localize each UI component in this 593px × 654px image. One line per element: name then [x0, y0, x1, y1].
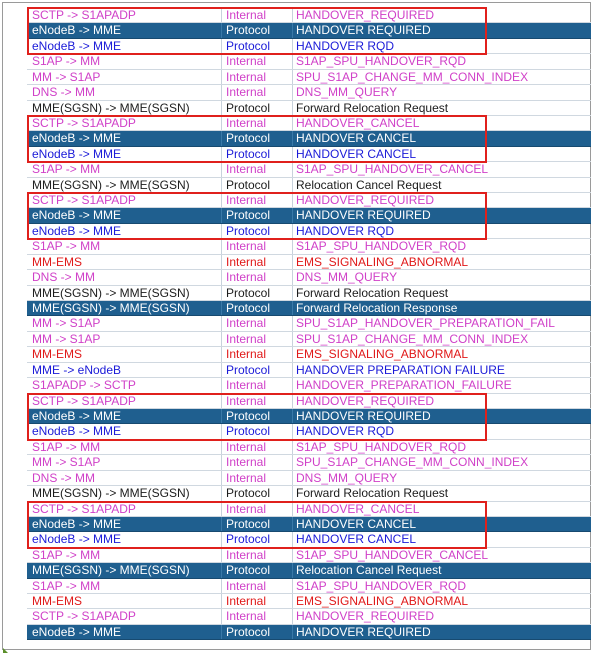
message-type-cell: Internal: [226, 162, 267, 177]
table-row[interactable]: [27, 23, 591, 38]
message-type-cell: Internal: [226, 439, 267, 454]
message-name-cell: HANDOVER CANCEL: [296, 532, 417, 547]
message-name-cell: HANDOVER CANCEL: [296, 131, 417, 146]
source-dest-cell: S1AP -> MM: [32, 162, 101, 177]
column-divider: [292, 239, 293, 253]
table-row[interactable]: [27, 532, 591, 547]
column-divider: [221, 532, 222, 546]
message-name-cell: S1AP_SPU_HANDOVER_RQD: [296, 578, 467, 593]
table-row[interactable]: [27, 193, 591, 208]
source-dest-cell: SCTP -> S1APADP: [32, 609, 136, 624]
column-divider: [292, 347, 293, 361]
column-divider: [221, 579, 222, 593]
column-divider: [292, 39, 293, 53]
table-row[interactable]: [27, 517, 591, 532]
column-divider: [292, 625, 293, 639]
message-name-cell: SPU_S1AP_CHANGE_MM_CONN_INDEX: [296, 331, 529, 346]
column-divider: [292, 548, 293, 562]
column-divider: [292, 455, 293, 469]
message-name-cell: Relocation Cancel Request: [296, 563, 442, 578]
message-type-cell: Protocol: [226, 208, 271, 223]
table-row[interactable]: [27, 579, 591, 594]
source-dest-cell: MM -> S1AP: [32, 69, 101, 84]
source-dest-cell: DNS -> MM: [32, 270, 95, 285]
source-dest-cell: SCTP -> S1APADP: [32, 8, 136, 22]
message-type-cell: Protocol: [226, 223, 271, 238]
resize-grip-icon[interactable]: [3, 648, 8, 653]
column-divider: [221, 609, 222, 623]
column-divider: [292, 101, 293, 115]
table-row[interactable]: [27, 378, 591, 393]
message-name-cell: S1AP_SPU_HANDOVER_CANCEL: [296, 162, 489, 177]
source-dest-cell: MME(SGSN) -> MME(SGSN): [32, 563, 190, 578]
message-name-cell: HANDOVER_REQUIRED: [296, 609, 435, 624]
source-dest-cell: eNodeB -> MME: [32, 208, 122, 223]
message-type-cell: Protocol: [226, 486, 271, 501]
table-row[interactable]: [27, 347, 591, 362]
source-dest-cell: eNodeB -> MME: [32, 516, 122, 531]
message-name-cell: Forward Relocation Request: [296, 486, 449, 501]
column-divider: [221, 162, 222, 176]
column-divider: [292, 363, 293, 377]
message-name-cell: Forward Relocation Request: [296, 285, 449, 300]
table-row[interactable]: [27, 286, 591, 301]
column-divider: [292, 70, 293, 84]
message-type-cell: Internal: [226, 316, 267, 331]
source-dest-cell: S1AP -> MM: [32, 578, 101, 593]
source-dest-cell: eNodeB -> MME: [32, 146, 122, 161]
table-row[interactable]: [27, 8, 591, 23]
table-row[interactable]: [27, 332, 591, 347]
message-type-cell: Protocol: [226, 408, 271, 423]
source-dest-cell: MM -> S1AP: [32, 455, 101, 470]
source-dest-cell: S1AP -> MM: [32, 547, 101, 562]
column-divider: [221, 131, 222, 145]
message-name-cell: HANDOVER_PREPARATION_FAILURE: [296, 378, 512, 393]
table-row[interactable]: [27, 301, 591, 316]
source-dest-cell: eNodeB -> MME: [32, 23, 122, 38]
source-dest-cell: MME(SGSN) -> MME(SGSN): [32, 301, 190, 316]
message-type-cell: Internal: [226, 115, 267, 130]
table-row[interactable]: [27, 39, 591, 54]
table-row[interactable]: [27, 101, 591, 116]
column-divider: [292, 332, 293, 346]
column-divider: [292, 54, 293, 68]
message-type-cell: Internal: [226, 8, 267, 22]
column-divider: [221, 363, 222, 377]
message-name-cell: HANDOVER REQUIRED: [296, 208, 431, 223]
message-name-cell: HANDOVER_REQUIRED: [296, 393, 435, 408]
message-type-cell: Protocol: [226, 38, 271, 53]
message-name-cell: HANDOVER PREPARATION FAILURE: [296, 362, 505, 377]
column-divider: [221, 486, 222, 500]
message-type-cell: Protocol: [226, 131, 271, 146]
table-row[interactable]: [27, 471, 591, 486]
table-row[interactable]: [27, 625, 591, 640]
message-type-cell: Protocol: [226, 362, 271, 377]
column-divider: [292, 147, 293, 161]
column-divider: [221, 101, 222, 115]
message-name-cell: DNS_MM_QUERY: [296, 85, 398, 100]
column-divider: [292, 255, 293, 269]
table-row[interactable]: [27, 455, 591, 470]
column-divider: [221, 424, 222, 438]
column-divider: [292, 301, 293, 315]
message-name-cell: EMS_SIGNALING_ABNORMAL: [296, 594, 469, 609]
column-divider: [292, 116, 293, 130]
message-type-cell: Protocol: [226, 285, 271, 300]
table-row[interactable]: [27, 85, 591, 100]
column-divider: [221, 147, 222, 161]
table-row[interactable]: [27, 563, 591, 578]
column-divider: [292, 486, 293, 500]
source-dest-cell: S1AP -> MM: [32, 239, 101, 254]
message-name-cell: S1AP_SPU_HANDOVER_CANCEL: [296, 547, 489, 562]
column-divider: [221, 502, 222, 516]
column-divider: [221, 224, 222, 238]
message-name-cell: HANDOVER RQD: [296, 223, 395, 238]
table-row[interactable]: [27, 502, 591, 517]
column-divider: [292, 85, 293, 99]
source-dest-cell: DNS -> MM: [32, 470, 95, 485]
source-dest-cell: MM-EMS: [32, 254, 82, 269]
message-name-cell: HANDOVER RQD: [296, 38, 395, 53]
message-type-cell: Protocol: [226, 563, 271, 578]
source-dest-cell: eNodeB -> MME: [32, 424, 122, 439]
column-divider: [292, 579, 293, 593]
column-divider: [292, 594, 293, 608]
source-dest-cell: MM-EMS: [32, 347, 82, 362]
message-name-cell: SPU_S1AP_HANDOVER_PREPARATION_FAIL: [296, 316, 555, 331]
message-name-cell: HANDOVER REQUIRED: [296, 624, 431, 639]
column-divider: [292, 270, 293, 284]
message-name-cell: HANDOVER CANCEL: [296, 516, 417, 531]
column-divider: [221, 409, 222, 423]
table-row[interactable]: [27, 409, 591, 424]
column-divider: [221, 208, 222, 222]
message-type-cell: Internal: [226, 547, 267, 562]
message-name-cell: EMS_SIGNALING_ABNORMAL: [296, 347, 469, 362]
message-type-cell: Internal: [226, 270, 267, 285]
column-divider: [292, 440, 293, 454]
source-dest-cell: SCTP -> S1APADP: [32, 501, 136, 516]
message-name-cell: S1AP_SPU_HANDOVER_RQD: [296, 239, 467, 254]
message-type-cell: Internal: [226, 609, 267, 624]
message-name-cell: HANDOVER_REQUIRED: [296, 193, 435, 208]
column-divider: [292, 424, 293, 438]
column-divider: [221, 239, 222, 253]
message-name-cell: Relocation Cancel Request: [296, 177, 442, 192]
message-name-cell: HANDOVER CANCEL: [296, 146, 417, 161]
table-row[interactable]: [27, 147, 591, 162]
message-name-cell: SPU_S1AP_CHANGE_MM_CONN_INDEX: [296, 69, 529, 84]
source-dest-cell: SCTP -> S1APADP: [32, 115, 136, 130]
message-type-cell: Protocol: [226, 532, 271, 547]
column-divider: [221, 178, 222, 192]
message-type-cell: Internal: [226, 578, 267, 593]
column-divider: [221, 347, 222, 361]
message-type-cell: Protocol: [226, 100, 271, 115]
message-name-cell: HANDOVER_REQUIRED: [296, 8, 435, 22]
column-divider: [221, 316, 222, 330]
column-divider: [221, 394, 222, 408]
column-divider: [221, 548, 222, 562]
column-divider: [221, 563, 222, 577]
table-row[interactable]: [27, 440, 591, 455]
source-dest-cell: MME(SGSN) -> MME(SGSN): [32, 100, 190, 115]
table-row[interactable]: [27, 548, 591, 563]
message-type-cell: Internal: [226, 347, 267, 362]
column-divider: [221, 517, 222, 531]
column-divider: [292, 502, 293, 516]
column-divider: [292, 517, 293, 531]
message-type-cell: Internal: [226, 85, 267, 100]
source-dest-cell: eNodeB -> MME: [32, 408, 122, 423]
table-row[interactable]: [27, 239, 591, 254]
source-dest-cell: SCTP -> S1APADP: [32, 193, 136, 208]
message-type-cell: Protocol: [226, 177, 271, 192]
column-divider: [292, 162, 293, 176]
source-dest-cell: eNodeB -> MME: [32, 223, 122, 238]
source-dest-cell: eNodeB -> MME: [32, 38, 122, 53]
message-name-cell: HANDOVER RQD: [296, 424, 395, 439]
message-name-cell: Forward Relocation Request: [296, 100, 449, 115]
column-divider: [221, 193, 222, 207]
message-type-cell: Internal: [226, 393, 267, 408]
message-name-cell: DNS_MM_QUERY: [296, 270, 398, 285]
column-divider: [221, 625, 222, 639]
message-type-cell: Protocol: [226, 516, 271, 531]
message-name-cell: HANDOVER REQUIRED: [296, 408, 431, 423]
column-divider: [221, 332, 222, 346]
table-row[interactable]: [27, 394, 591, 409]
table-row[interactable]: [27, 363, 591, 378]
message-name-cell: S1AP_SPU_HANDOVER_RQD: [296, 439, 467, 454]
table-row[interactable]: [27, 609, 591, 624]
column-divider: [292, 471, 293, 485]
source-dest-cell: MME(SGSN) -> MME(SGSN): [32, 177, 190, 192]
source-dest-cell: MME(SGSN) -> MME(SGSN): [32, 486, 190, 501]
message-type-cell: Internal: [226, 378, 267, 393]
message-type-cell: Protocol: [226, 146, 271, 161]
table-row[interactable]: [27, 255, 591, 270]
source-dest-cell: S1AP -> MM: [32, 439, 101, 454]
table-row[interactable]: [27, 486, 591, 501]
column-divider: [221, 255, 222, 269]
message-type-cell: Internal: [226, 470, 267, 485]
source-dest-cell: MM -> S1AP: [32, 316, 101, 331]
column-divider: [221, 286, 222, 300]
message-type-cell: Internal: [226, 54, 267, 69]
message-type-cell: Internal: [226, 239, 267, 254]
column-divider: [292, 193, 293, 207]
table-row[interactable]: [27, 316, 591, 331]
column-divider: [221, 23, 222, 37]
column-divider: [221, 594, 222, 608]
column-divider: [221, 54, 222, 68]
table-row[interactable]: [27, 162, 591, 177]
table-row[interactable]: [27, 70, 591, 85]
table-row[interactable]: [27, 224, 591, 239]
source-dest-cell: eNodeB -> MME: [32, 131, 122, 146]
column-divider: [292, 378, 293, 392]
message-name-cell: HANDOVER REQUIRED: [296, 23, 431, 38]
column-divider: [221, 70, 222, 84]
table-row[interactable]: [27, 116, 591, 131]
source-dest-cell: MM -> S1AP: [32, 331, 101, 346]
column-divider: [221, 301, 222, 315]
column-divider: [292, 178, 293, 192]
message-type-cell: Protocol: [226, 301, 271, 316]
source-dest-cell: DNS -> MM: [32, 85, 95, 100]
table-row[interactable]: [27, 424, 591, 439]
message-type-cell: Internal: [226, 331, 267, 346]
table-row[interactable]: [27, 208, 591, 223]
column-divider: [292, 208, 293, 222]
source-dest-cell: MME(SGSN) -> MME(SGSN): [32, 285, 190, 300]
message-type-cell: Internal: [226, 501, 267, 516]
message-type-cell: Internal: [226, 594, 267, 609]
column-divider: [292, 23, 293, 37]
message-name-cell: EMS_SIGNALING_ABNORMAL: [296, 254, 469, 269]
message-type-cell: Internal: [226, 69, 267, 84]
source-dest-cell: MME -> eNodeB: [32, 362, 122, 377]
source-dest-cell: eNodeB -> MME: [32, 532, 122, 547]
source-dest-cell: eNodeB -> MME: [32, 624, 122, 639]
column-divider: [292, 409, 293, 423]
column-divider: [221, 8, 222, 22]
column-divider: [292, 609, 293, 623]
column-divider: [221, 378, 222, 392]
column-divider: [292, 394, 293, 408]
message-name-cell: Forward Relocation Response: [296, 301, 458, 316]
message-type-cell: Protocol: [226, 624, 271, 639]
message-type-cell: Protocol: [226, 23, 271, 38]
message-type-cell: Internal: [226, 455, 267, 470]
column-divider: [221, 471, 222, 485]
source-dest-cell: S1APADP -> SCTP: [32, 378, 136, 393]
column-divider: [221, 440, 222, 454]
column-divider: [292, 8, 293, 22]
message-trace-table: [27, 8, 591, 640]
message-name-cell: HANDOVER_CANCEL: [296, 115, 420, 130]
message-name-cell: S1AP_SPU_HANDOVER_RQD: [296, 54, 467, 69]
message-name-cell: HANDOVER_CANCEL: [296, 501, 420, 516]
message-type-cell: Internal: [226, 254, 267, 269]
column-divider: [221, 455, 222, 469]
column-divider: [221, 116, 222, 130]
table-row[interactable]: [27, 54, 591, 69]
table-row[interactable]: [27, 270, 591, 285]
table-row[interactable]: [27, 178, 591, 193]
column-divider: [292, 286, 293, 300]
column-divider: [292, 131, 293, 145]
message-type-cell: Protocol: [226, 424, 271, 439]
table-row[interactable]: [27, 131, 591, 146]
table-row[interactable]: [27, 594, 591, 609]
column-divider: [292, 563, 293, 577]
source-dest-cell: S1AP -> MM: [32, 54, 101, 69]
column-divider: [292, 532, 293, 546]
message-type-cell: Internal: [226, 193, 267, 208]
column-divider: [221, 85, 222, 99]
source-dest-cell: MM-EMS: [32, 594, 82, 609]
source-dest-cell: SCTP -> S1APADP: [32, 393, 136, 408]
message-name-cell: DNS_MM_QUERY: [296, 470, 398, 485]
column-divider: [292, 316, 293, 330]
column-divider: [292, 224, 293, 238]
column-divider: [221, 39, 222, 53]
column-divider: [221, 270, 222, 284]
message-name-cell: SPU_S1AP_CHANGE_MM_CONN_INDEX: [296, 455, 529, 470]
